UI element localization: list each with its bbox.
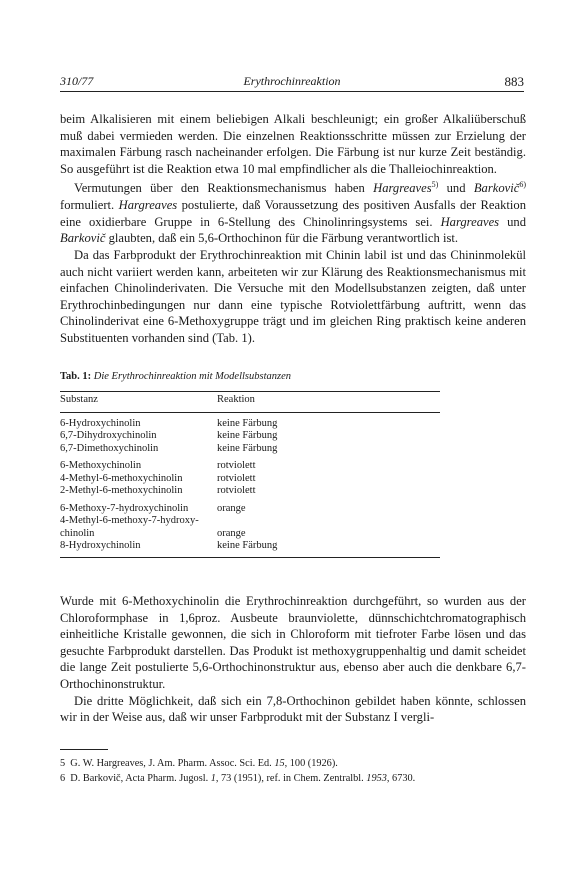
table-row: [60, 443, 440, 456]
table-row: [60, 473, 440, 486]
table-row: [60, 498, 440, 516]
page-number: 883: [504, 74, 524, 89]
paragraph-2: Vermutungen über den Reaktionsmechanismus haben Hargreaves$^{5)}$ und Barkovič$^{6)}$ formuliert. Hargreaves postulierte, daß Voraussetzung des positiven Ausfalls der Reaktion eine oxidierbare Gruppe in 6-Stellung des Chinolinringsystems sei. Hargreaves und Barkovič glaubten, daß ein 5,6-Orthochinon für die Färbung verantwortlich ist.: [60, 180, 526, 246]
cell-substanz: 4-Methyl-6-methoxy-7-hydroxy-: [60, 515, 199, 526]
cell-substanz: 6-Methoxy-7-hydroxychinolin: [60, 502, 189, 514]
cell-reaktion: rotviolett: [217, 472, 256, 484]
journal-issue: 310/77: [60, 74, 94, 88]
cell-reaktion: rotviolett: [217, 460, 256, 471]
cell-substanz: 6-Hydroxychinolin: [60, 417, 141, 429]
paragraph-1: beim Alkalisieren mit einem beliebigen Alkali beschleunigt; ein großer Alkaliüberschuß muß dabei vermieden werden. Die einzelnen Reaktionsschritte müssen zur Erzielung der maximalen Färbung rasch nacheinander erfolgen. Die Färbung ist nur kurze Zeit beständig. So ausgeführt ist die Reaktion etwa 10 mal empfindlicher als die Thalleiochinreaktion.: [60, 112, 526, 176]
table-caption-text: Die Erythrochinreaktion mit Modellsubstanzen: [93, 371, 291, 382]
cell-reaktion: keine Färbung: [217, 417, 278, 429]
cell-substanz: 6,7-Dihydroxychinolin: [60, 430, 157, 441]
cell-reaktion: [217, 515, 440, 528]
table-row: [60, 540, 440, 557]
table-row: [60, 528, 440, 541]
cell-reaktion: orange: [217, 527, 246, 539]
cell-substanz: 6,7-Dimethoxychinolin: [60, 442, 159, 454]
paragraph-4: Wurde mit 6-Methoxychinolin die Erythrochinreaktion durchgeführt, so wurden aus der Chloroformphase in 1,6proz. Ausbeute braunviolette, dünnschichtchromatographisch einheitliche Kristalle gewonnen, die sich in Chloroform mit tiefroter Farbe lösen und das gesuchte Farbprodukt darstellen. Das Produkt ist methoxygruppenhaltig und damit scheidet die lange Zeit postulierte 5,6-Orthochinonstruktur aus, ebenso aber auch die denkbare 6,7-Orthochinonstruktur.: [60, 594, 526, 691]
footnote-6: 6 D. Barkovič, Acta Pharm. Jugosl. 1, 73 (1951), ref. in Chem. Zentralbl. 1953, 6730.: [60, 773, 416, 784]
table-header-row: [60, 392, 440, 413]
cell-reaktion: keine Färbung: [217, 442, 278, 454]
footnote-rule: [60, 749, 108, 750]
table-row: [60, 455, 440, 473]
cell-substanz: 2-Methyl-6-methoxychinolin: [60, 485, 183, 496]
table-row: [60, 485, 440, 498]
paragraph-5: Die dritte Möglichkeit, daß sich ein 7,8-Orthochinon gebildet haben könnte, schlossen wir in der Weise aus, daß wir unser Farbprodukt mit der Substanz I vergli-: [60, 693, 526, 725]
author-barkovic: Barkovič: [473, 181, 520, 196]
data-table: [60, 391, 440, 558]
header-rule: [60, 91, 524, 92]
text-block-bottom: [60, 593, 526, 726]
table-row: [60, 412, 440, 430]
table-caption: [60, 371, 440, 382]
table-row: [60, 515, 440, 528]
paragraph-3: Da das Farbprodukt der Erythrochinreaktion mit Chinin labil ist und das Chininmolekül auch nicht variiert werden kann, arbeiteten wir zur Klärung des Reaktionsmechanismus mit einfachen Chinolinderivaten. Die Versuche mit den Modellsubstanzen zeigten, daß unter Erythrochinbedingungen nur dann eine typische Rotviolettfärbung auftritt, wenn das Chinolinderivat eine 6-Methoxygruppe trägt und im gleichen Ring praktisch keine anderen Substituenten vorhanden sind (Tab. 1).: [60, 247, 526, 345]
cell-reaktion: keine Färbung: [217, 540, 278, 551]
table-row: [60, 430, 440, 443]
text-block-top: [60, 111, 526, 347]
cell-substanz: chinolin: [60, 527, 95, 539]
author-hargreaves: Hargreaves: [373, 181, 432, 196]
footnote-5: 5 G. W. Hargreaves, J. Am. Pharm. Assoc. Sci. Ed. 15, 100 (1926).: [60, 758, 338, 769]
p2-part-a: Vermutungen über den Reaktionsmechanismus haben: [74, 181, 374, 196]
cell-substanz: 4-Methyl-6-methoxychinolin: [60, 472, 183, 484]
table-caption-label: Tab. 1:: [60, 371, 92, 382]
running-title: Erythrochinreaktion: [243, 74, 341, 88]
cell-substanz: 6-Methoxychinolin: [60, 460, 142, 471]
cell-substanz: 8-Hydroxychinolin: [60, 540, 141, 551]
cell-reaktion: orange: [217, 502, 246, 514]
cell-reaktion: rotviolett: [217, 485, 256, 496]
column-header-reaktion: Reaktion: [217, 394, 255, 405]
column-header-substanz: Substanz: [60, 394, 98, 405]
table-1: [60, 371, 440, 558]
cell-reaktion: keine Färbung: [217, 430, 278, 441]
